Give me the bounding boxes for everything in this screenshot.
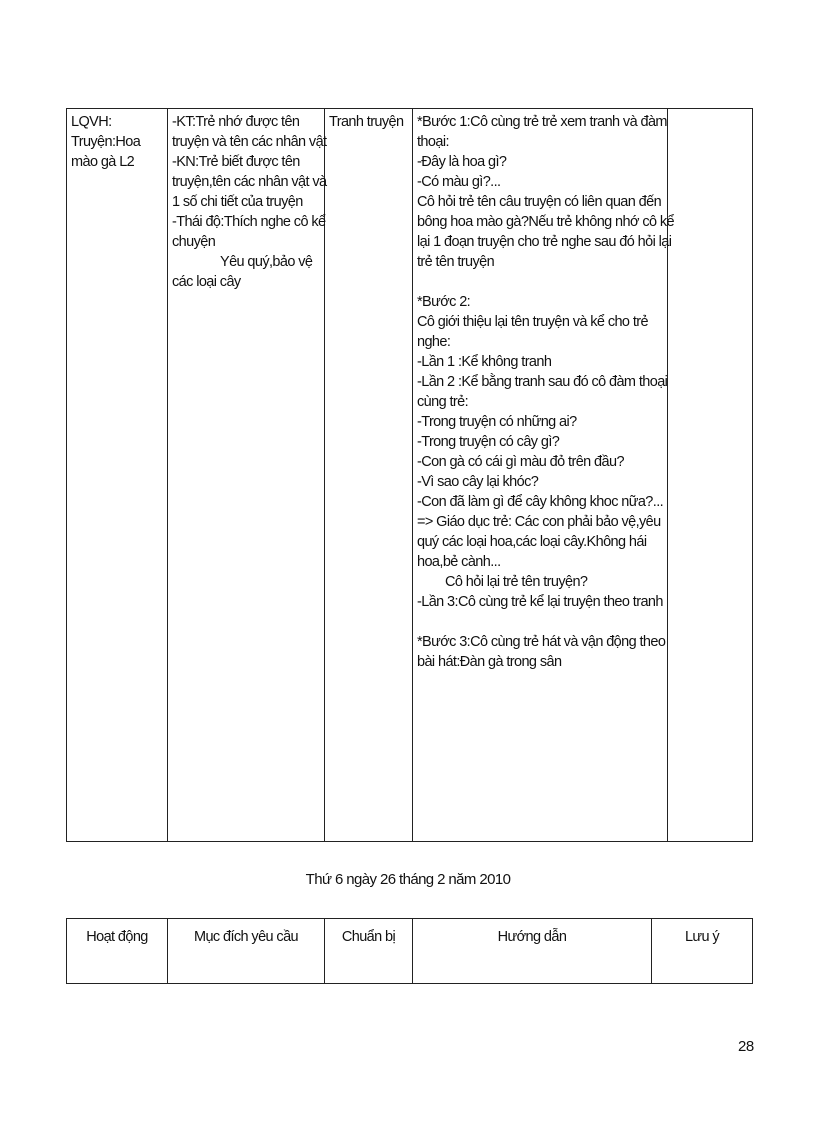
guide-line: [417, 612, 663, 632]
objective-line: -KN:Trẻ biết được tên: [172, 154, 300, 170]
activity-cell: [67, 109, 168, 842]
guide-line: *Bước 3:Cô cùng trẻ hát và vận động theo: [417, 634, 666, 650]
header-preparation: Chuẩn bị: [325, 919, 413, 984]
lesson-row: [67, 109, 753, 842]
guide-line: -Trong truyện có cây gì?: [417, 434, 560, 450]
preparation-cell: [325, 109, 413, 842]
guide-line: => Giáo dục trẻ: Các con phải bảo vệ,yêu: [417, 514, 661, 530]
note-cell: [668, 109, 753, 842]
guide-line: -Vì sao cây lại khóc?: [417, 474, 539, 490]
header-row: [67, 919, 753, 984]
guide-line: thoại:: [417, 134, 449, 150]
guide-line: hoa,bẻ cành...: [417, 554, 501, 570]
lesson-plan-table: [66, 108, 753, 842]
header-guide: Hướng dẫn: [413, 919, 652, 984]
page-number: 28: [738, 1038, 754, 1055]
next-day-header-table: [66, 918, 753, 984]
guide-line: Cô hỏi trẻ tên câu truyện có liên quan đến: [417, 194, 662, 210]
guide-line: -Lần 1 :Kể không tranh: [417, 354, 552, 370]
objective-line: chuyện: [172, 234, 216, 250]
guide-cell: [413, 109, 674, 842]
guide-line: *Bước 1:Cô cùng trẻ trẻ xem tranh và đàm: [417, 114, 667, 130]
guide-line: -Trong truyện có những ai?: [417, 414, 577, 430]
preparation-text: Tranh truyện: [329, 114, 404, 130]
guide-line: -Đây là hoa gì?: [417, 154, 507, 170]
objective-line: 1 số chi tiết của truyện: [172, 194, 303, 210]
guide-line: trẻ tên truyện: [417, 254, 495, 270]
activity-line: Truyện:Hoa: [71, 134, 141, 150]
objective-line: Yêu quý,bảo vệ: [220, 254, 313, 270]
objective-line: -Thái độ:Thích nghe cô kể: [172, 214, 326, 230]
date-heading: Thứ 6 ngày 26 tháng 2 năm 2010: [305, 871, 511, 888]
guide-line: [417, 272, 663, 292]
header-note: Lưu ý: [652, 919, 753, 984]
guide-line: quý các loại hoa,các loại cây.Không hái: [417, 534, 647, 550]
guide-line: lại 1 đoạn truyện cho trẻ nghe sau đó hỏi lại: [417, 234, 672, 250]
guide-line: -Lần 2 :Kể bằng tranh sau đó cô đàm thoại: [417, 374, 668, 390]
objective-line: các loại cây: [172, 274, 241, 290]
guide-line: bông hoa mào gà?Nếu trẻ không nhớ cô kể: [417, 214, 674, 230]
header-activity: Hoạt động: [67, 919, 168, 984]
activity-line: LQVH:: [71, 114, 112, 130]
guide-line: *Bước 2:: [417, 294, 471, 310]
objective-line: truyện và tên các nhân vật: [172, 134, 327, 150]
guide-line: Cô hỏi lại trẻ tên truyện?: [445, 574, 588, 590]
guide-line: cùng trẻ:: [417, 394, 469, 410]
header-objectives: Mục đích yêu cầu: [168, 919, 325, 984]
guide-line: nghe:: [417, 334, 451, 350]
guide-line: -Con đã làm gì để cây không khoc nữa?...: [417, 494, 664, 510]
guide-line: -Có màu gì?...: [417, 174, 501, 190]
guide-line: -Lần 3:Cô cùng trẻ kể lại truyện theo tranh: [417, 594, 663, 610]
activity-line: mào gà L2: [71, 154, 135, 170]
guide-line: Cô giới thiệu lại tên truyện và kể cho trẻ: [417, 314, 648, 330]
guide-line: bài hát:Đàn gà trong sân: [417, 654, 562, 670]
guide-line: -Con gà có cái gì màu đỏ trên đầu?: [417, 454, 624, 470]
objective-line: -KT:Trẻ nhớ được tên: [172, 114, 300, 130]
objective-line: truyện,tên các nhân vật và: [172, 174, 327, 190]
objectives-cell: [168, 109, 325, 842]
